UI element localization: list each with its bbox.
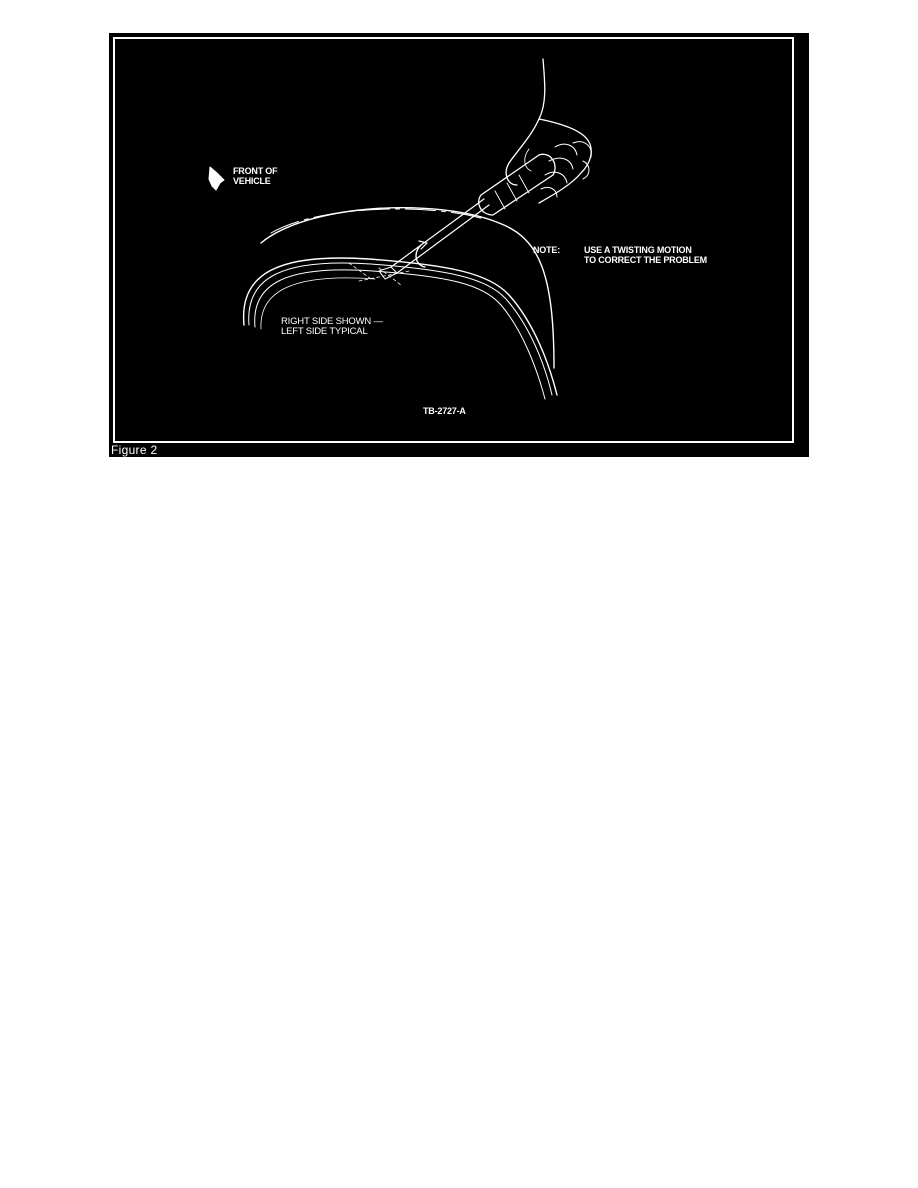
front-label-line1: FRONT OF	[233, 166, 278, 176]
side-label-line2: LEFT SIDE TYPICAL	[281, 326, 368, 337]
figure-caption: Figure 2	[111, 443, 158, 457]
fender-outer-arc	[261, 208, 554, 368]
front-label-line2: VEHICLE	[233, 176, 271, 186]
side-shown-label	[281, 317, 383, 337]
note-line2: TO CORRECT THE PROBLEM	[584, 255, 707, 265]
side-label-line1: RIGHT SIDE SHOWN —	[281, 316, 383, 327]
front-arrow-icon	[209, 167, 224, 190]
figure-panel	[109, 33, 809, 457]
note-key: NOTE:	[533, 245, 560, 255]
drawing-code: TB-2727-A	[423, 406, 466, 416]
front-of-vehicle-label	[233, 166, 277, 186]
note-line1: USE A TWISTING MOTION	[584, 245, 692, 255]
note-label	[533, 245, 707, 265]
